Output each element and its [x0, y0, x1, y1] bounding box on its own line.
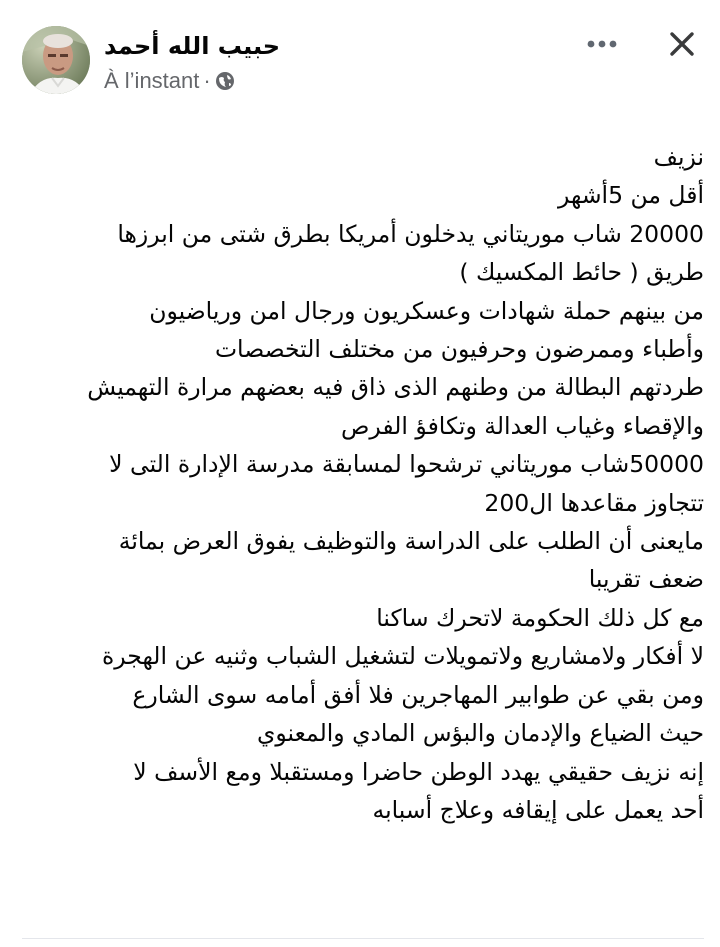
- post-line: مع كل ذلك الحكومة لاتحرك ساكنا: [376, 603, 704, 632]
- post-line: وأطباء وممرضون وحرفيون من مختلف التخصصات: [214, 335, 704, 364]
- post-line: تتجاوز مقاعدها ال200: [484, 488, 704, 517]
- post-line: ضعف تقريبا: [588, 565, 704, 594]
- post-text: [22, 138, 704, 829]
- post-line: طردتهم البطالة من وطنهم الذى ذاق فيه بعضهم مرارة التهميش: [87, 373, 704, 402]
- bottom-divider: [22, 938, 704, 939]
- post-line: من بينهم حملة شهادات وعسكريون ورجال امن ورياضيون: [149, 296, 704, 325]
- post-line: أقل من 5أشهر: [558, 181, 704, 210]
- post-line: والإقصاء وغياب العدالة وتكافؤ الفرص: [341, 411, 704, 440]
- close-button[interactable]: [662, 24, 702, 64]
- post-line: ومن بقي عن طوابير المهاجرين فلا أفق أمامه سوى الشارع: [132, 680, 704, 709]
- meta-separator: ·: [203, 68, 211, 93]
- post-header: [0, 0, 720, 110]
- avatar[interactable]: [22, 26, 90, 94]
- globe-icon[interactable]: [215, 71, 235, 91]
- close-icon: [669, 31, 695, 57]
- author-name[interactable]: حبيب الله أحمد: [104, 32, 281, 60]
- post-timestamp[interactable]: À l’instant: [104, 68, 200, 93]
- post-line: مايعنى أن الطلب على الدراسة والتوظيف يفوق العرض بمائة: [118, 527, 704, 556]
- author-block: [104, 30, 280, 94]
- avatar-photo: [22, 26, 90, 94]
- more-dots-icon: [587, 40, 617, 48]
- post-meta: [104, 68, 280, 94]
- post-line: حيث الضياع والإدمان والبؤس المادي والمعنوي: [257, 719, 704, 748]
- post-line: لا أفكار ولامشاريع ولاتمويلات لتشغيل الشباب وثنيه عن الهجرة: [102, 642, 704, 671]
- post-line: 20000 شاب موريتاني يدخلون أمريكا بطرق شتى من ابرزها: [117, 219, 704, 248]
- post-line: نزيف: [653, 143, 704, 171]
- more-options-button[interactable]: [582, 28, 622, 60]
- post-line: أحد يعمل على إيقافه وعلاج أسبابه: [372, 795, 704, 824]
- post-line: 50000شاب موريتاني ترشحوا لمسابقة مدرسة الإدارة التى لا: [109, 450, 704, 479]
- post-line: إنه نزيف حقيقي يهدد الوطن حاضرا ومستقبلا ومع الأسف لا: [133, 757, 704, 786]
- post-line: طريق ( حائط المكسيك ): [459, 258, 704, 287]
